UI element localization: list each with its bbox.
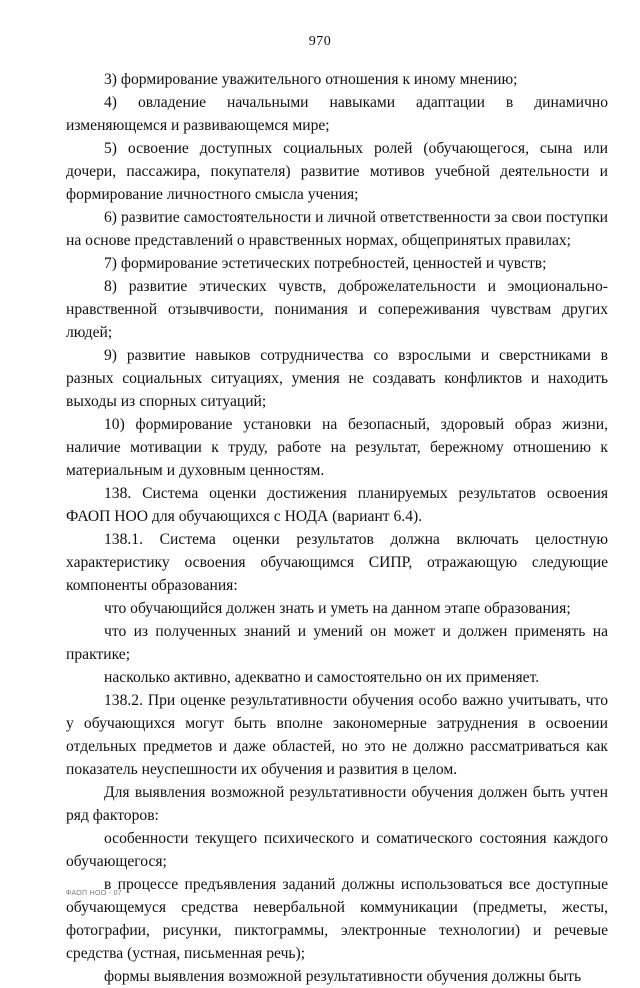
paragraph: 138.2. При оценке результативности обучения особо важно учитывать, что у обучающихся могут быть вполне закономерные затруднения в освоении отдельных предметов и даже областей, но это не должно рассматриваться как показатель неуспешности их обучения и развития в целом. — [66, 692, 608, 778]
paragraph: 5) освоение доступных социальных ролей (обучающегося, сына или дочери, пассажира, покупателя) развитие мотивов учебной деятельности и формирование личностного смысла учения; — [66, 140, 608, 203]
footer-code: ФАОП НОО - 07 — [66, 890, 122, 897]
paragraph: в процессе предъявления заданий должны использоваться все доступные обучающемуся средства невербальной коммуникации (предметы, жесты, фотографии, рисунки, пиктограммы, электронные технологии) и речевые средства (устная, письменная речь); — [66, 876, 608, 962]
paragraph: 4) овладение начальными навыками адаптации в динамично изменяющемся и развивающемся мире; — [66, 94, 608, 134]
paragraph: 3) формирование уважительного отношения к иному мнению; — [104, 71, 518, 88]
page-number: 970 — [308, 34, 332, 49]
paragraph: что обучающийся должен знать и уметь на данном этапе образования; — [104, 600, 571, 617]
paragraph: особенности текущего психического и соматического состояния каждого обучающегося; — [66, 830, 608, 870]
document-body — [66, 68, 608, 988]
paragraph: что из полученных знаний и умений он может и должен применять на практике; — [66, 623, 608, 663]
paragraph: 6) развитие самостоятельности и личной ответственности за свои поступки на основе представлений о нравственных нормах, общепринятых правилах; — [66, 209, 608, 249]
paragraph: 7) формирование эстетических потребностей, ценностей и чувств; — [104, 255, 547, 272]
paragraph: 8) развитие этических чувств, доброжелательности и эмоционально-нравственной отзывчивости, понимания и сопереживания чувствам других людей; — [66, 278, 608, 341]
paragraph: Для выявления возможной результативности обучения должен быть учтен ряд факторов: — [66, 784, 608, 824]
paragraph: 138.1. Система оценки результатов должна включать целостную характеристику освоения обучающимся СИПР, отражающую следующие компоненты образования: — [66, 531, 608, 594]
paragraph: 10) формирование установки на безопасный, здоровый образ жизни, наличие мотивации к труду, работе на результат, бережному отношению к материальным и духовным ценностям. — [66, 416, 608, 479]
paragraph: 9) развитие навыков сотрудничества со взрослыми и сверстниками в разных социальных ситуациях, умения не создавать конфликтов и находить выходы из спорных ситуаций; — [66, 347, 608, 410]
paragraph: формы выявления возможной результативности обучения должны быть — [104, 968, 582, 985]
section-heading: 138. Система оценки достижения планируемых результатов освоения ФАОП НОО для обучающихся с НОДА (вариант 6.4). — [66, 485, 608, 525]
paragraph: насколько активно, адекватно и самостоятельно он их применяет. — [104, 669, 540, 686]
